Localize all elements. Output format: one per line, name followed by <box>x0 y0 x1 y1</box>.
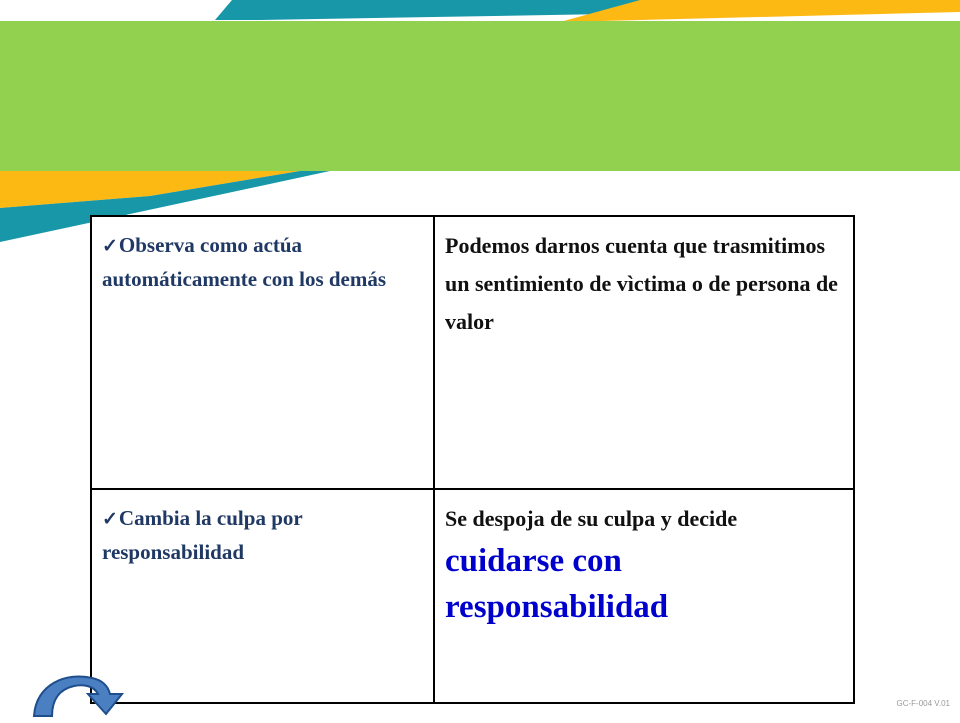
table-cell-right <box>434 489 854 703</box>
next-slide-button[interactable] <box>30 668 126 718</box>
table-cell-left <box>91 216 434 489</box>
cell-text: Se despoja de su culpa y decide <box>445 506 738 531</box>
highlight-text: cuidarse con responsabilidad <box>445 543 669 625</box>
checkmark-icon: ✓ <box>102 236 118 257</box>
table-row <box>91 489 854 703</box>
cell-text: Observa como actúa automáticamente con los demás <box>102 233 387 291</box>
table-row <box>91 216 854 489</box>
cell-text: Podemos darnos cuenta que trasmitimos un sentimiento de vìctima o de persona de valor <box>445 233 838 334</box>
curved-arrow-icon <box>30 668 126 718</box>
cell-text: Cambia la culpa por responsabilidad <box>102 506 303 564</box>
table-cell-right <box>434 216 854 489</box>
title-band <box>0 21 960 171</box>
document-code: GC-F-004 V.01 <box>896 699 950 708</box>
checkmark-icon: ✓ <box>102 509 118 530</box>
content-table <box>90 215 855 704</box>
table-cell-left <box>91 489 434 703</box>
